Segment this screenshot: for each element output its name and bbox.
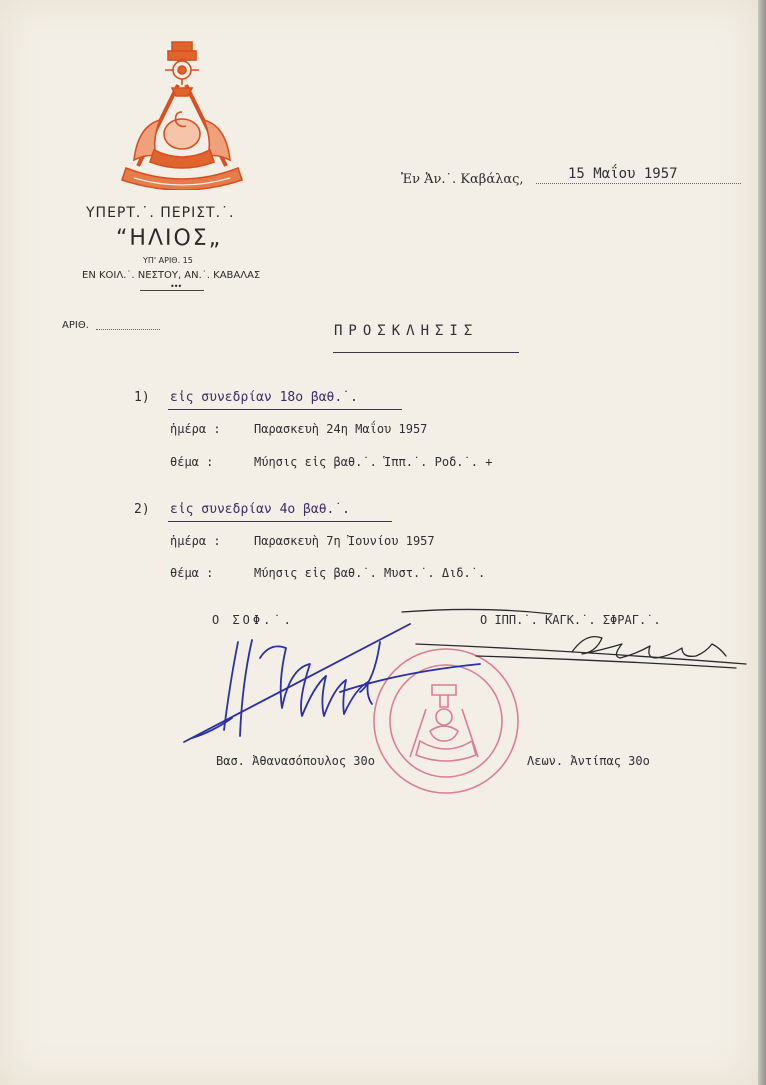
letterhead-line-1: ΥΠΕΡΤ.˙. ΠΕΡΙΣΤ.˙. xyxy=(86,205,235,221)
item-1-number: 1) xyxy=(134,390,150,405)
ornament-line xyxy=(140,290,204,291)
item-2-number: 2) xyxy=(134,502,150,517)
item-1-topic-label: θέμα : xyxy=(170,455,214,469)
number-label: ΑΡΙΘ. xyxy=(62,320,89,331)
item-2-day-label: ἡμέρα : xyxy=(170,534,221,548)
item-2-heading: εἰς συνεδρίαν 4ο βαθ.˙. xyxy=(170,502,351,517)
page-edge-shadow xyxy=(758,0,766,1085)
document-title: ΠΡΟΣΚΛΗΣΙΣ xyxy=(334,323,479,339)
place-label: Ἐν Ἀν.˙. Καβάλας, xyxy=(401,172,524,187)
number-dotted-line xyxy=(96,329,160,330)
right-signatory-name: Λεων. Ἀντίπας 30ο xyxy=(527,754,650,768)
title-underline xyxy=(333,352,519,353)
right-signature xyxy=(396,604,752,676)
item-1-heading: εἰς συνεδρίαν 18ο βαθ.˙. xyxy=(170,390,358,405)
item-2-day-value: Παρασκευὴ 7η Ἰουνίου 1957 xyxy=(254,534,435,548)
item-1-day-label: ἡμέρα : xyxy=(170,422,221,436)
item-1-underline xyxy=(168,409,402,410)
item-1-day-value: Παρασκευὴ 24η Μαΐου 1957 xyxy=(254,422,428,436)
date-dotted-line xyxy=(536,183,741,184)
item-2-topic-value: Μύησις εἰς βαθ.˙. Μυστ.˙. Διδ.˙. xyxy=(254,566,486,580)
lodge-name: “ΗΛΙΟΣ„ xyxy=(116,226,223,251)
left-signatory-title: Ο ΣΟΦ.˙. xyxy=(212,613,294,627)
left-signatory-name: Βασ. Ἀθανασόπουλος 30ο xyxy=(216,754,375,768)
item-1-topic-value: Μύησις εἰς βαθ.˙. Ἱππ.˙. Ροδ.˙. + xyxy=(254,455,493,469)
item-2-topic-label: θέμα : xyxy=(170,566,214,580)
right-signatory-title: Ο ΙΠΠ.˙. ΚΑΓΚ.˙. ΣΦΡΑΓ.˙. xyxy=(480,613,661,627)
ornament-divider: ••• xyxy=(170,282,182,291)
item-2-underline xyxy=(168,521,392,522)
letterhead-line-4: ΕΝ ΚΟΙΛ.˙. ΝΕΣΤΟΥ, ΑΝ.˙. ΚΑΒΑΛΑΣ xyxy=(82,270,261,281)
pelican-emblem-icon xyxy=(120,38,245,190)
letterhead-line-3: ΥΠ' ΑΡΙΘ. 15 xyxy=(143,256,193,265)
letter-date: 15 Μαΐου 1957 xyxy=(568,166,678,182)
